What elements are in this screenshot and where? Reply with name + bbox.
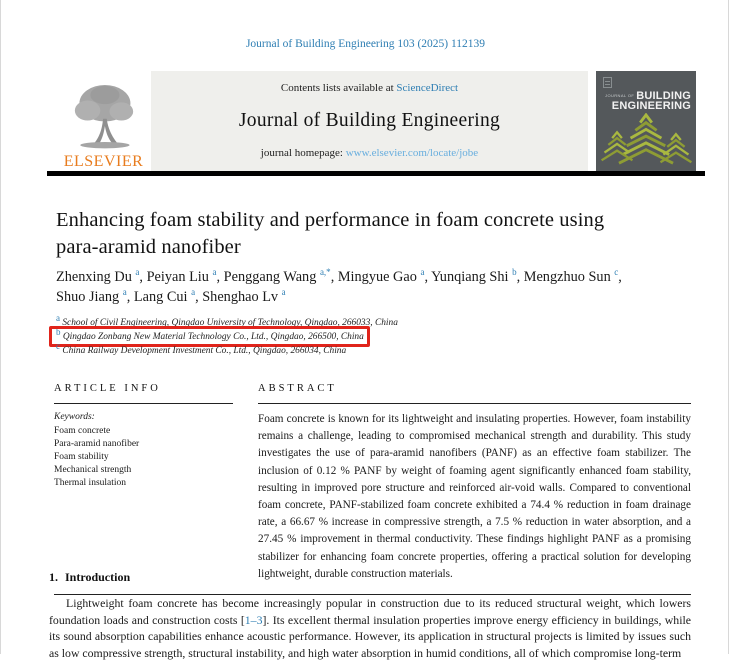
keyword-item: Foam concrete	[54, 425, 111, 436]
journal-cover-thumbnail	[596, 71, 696, 171]
author-affiliation-link[interactable]: a	[135, 267, 140, 278]
cover-line1: BUILDING	[636, 90, 691, 102]
author-list: Zhenxing Du $^a$, Peiyan Liu $^a$, Penggang Wang $^{a,*}$, Mingyue Gao $^a$, Yunqiang Shi $^b$, Mengzhuo Sun $^c$, Shuo Jiang $^a$, Lang Cui $^a$, Shenghao Lv $^a$	[56, 267, 622, 305]
affiliation-marker: c	[56, 340, 60, 351]
author-name: Mengzhuo Sun	[523, 269, 615, 285]
journal-title: Journal of Building Engineering	[238, 109, 501, 131]
cover-kicker: JOURNAL OF	[605, 93, 635, 98]
article-info-column	[54, 383, 233, 583]
elsevier-wordmark: ELSEVIER	[63, 153, 144, 170]
author-affiliation-link[interactable]: b	[512, 267, 517, 278]
affiliation-list	[56, 312, 398, 358]
author-affiliation-link[interactable]: a	[420, 267, 425, 278]
author-affiliation-link[interactable]: a	[281, 286, 286, 297]
article-info-heading: ARTICLE INFO	[54, 383, 161, 394]
author-affiliation-link[interactable]: a	[122, 286, 127, 297]
section-label: Introduction	[65, 570, 131, 584]
journal-homepage-link[interactable]: www.elsevier.com/locate/jobe	[345, 147, 479, 159]
article-info-rule	[54, 403, 233, 404]
abstract-rule	[258, 403, 691, 404]
journal-citation: Journal of Building Engineering 103 (2025) 112139	[245, 38, 486, 50]
keyword-item: Para-aramid nanofiber	[54, 438, 140, 449]
section-number: 1.	[49, 570, 58, 584]
cover-logo-icon	[603, 77, 612, 88]
elsevier-logo	[56, 71, 151, 171]
keyword-item: Thermal insulation	[54, 478, 127, 489]
cover-title	[605, 91, 691, 111]
introduction-heading	[49, 570, 130, 585]
intro-text-after-ref: ]. Its excellent thermal insulation properties improve energy efficiency in buildings, while its sound absorption capabilities enhance acoustic performance. However, its application in structural projects is limited by issues such as low compressive strength, structural instability, and high water absorption in humid conditions, all of which compromise long-term	[49, 612, 691, 660]
keyword-item: Foam stability	[54, 451, 109, 462]
author-name: Shenghao Lv	[202, 288, 282, 305]
affiliation-text: School of Civil Engineering, Qingdao University of Technology, Qingdao, 266033, China	[60, 318, 398, 328]
keywords-list	[54, 425, 233, 491]
affiliation-line	[56, 340, 347, 358]
contents-prefix: Contents lists available at	[280, 82, 397, 94]
contents-line	[155, 82, 584, 94]
article-title: Enhancing foam stability and performance in foam concrete using para-aramid nanofiber	[56, 209, 605, 259]
author-affiliation-link[interactable]: a	[212, 267, 217, 278]
author-name: Lang Cui	[133, 288, 192, 305]
sciencedirect-link[interactable]: ScienceDirect	[396, 82, 459, 94]
intro-text-before-ref: Lightweight foam concrete has become increasingly popular in construction due to its reduced structural weight, which lowers foundation loads and construction costs [	[49, 596, 691, 627]
affiliation-line	[56, 312, 398, 330]
author-affiliation-link[interactable]: a,*	[319, 267, 331, 278]
author-affiliation-link[interactable]: a	[191, 286, 196, 297]
author-name: Zhenxing Du	[56, 269, 136, 285]
affiliation-line	[56, 326, 364, 344]
info-abstract-section	[54, 383, 691, 595]
affiliation-marker: a	[56, 312, 60, 323]
introduction-paragraph	[49, 595, 691, 661]
author-affiliation-link[interactable]: c	[614, 267, 619, 278]
abstract-text: Foam concrete is known for its lightweight and insulating properties. However, foam instability remains a challenge, leading to compromised mechanical strength and durability. This study investigates the use of para-aramid nanofibers (PANF) as an effective foam stabilizer. The inclusion of 0.12 % PANF by weight of foaming agent significantly enhanced foam stability, resulting in improved pore structure and reinforced air-void walls. Compared to conventional foam concrete, PANF-stabilized foam concrete exhibited a 74.4 % reduction in foam drainage rate, a 66.67 % increase in compressive strength, a 7.5 % reduction in water absorption, and a 27.45 % improvement in thermal conductivity. These findings highlight PANF as a promising stabilizer for enhancing foam concrete properties, offering a practical solution for developing lightweight, durable construction materials.	[258, 413, 691, 580]
elsevier-tree-icon	[63, 78, 145, 154]
cover-trees-graphic	[596, 113, 696, 169]
abstract-column	[258, 383, 691, 583]
citation-ref-link[interactable]: 1–3	[244, 612, 263, 627]
keyword-item: Mechanical strength	[54, 465, 132, 476]
author-name: Peiyan Liu	[146, 269, 213, 285]
author-name: Penggang Wang	[223, 269, 320, 285]
author-name: Mingyue Gao	[337, 269, 421, 285]
keywords-label: Keywords:	[54, 412, 95, 422]
homepage-line	[155, 147, 584, 159]
cover-line2: ENGINEERING	[611, 100, 691, 112]
header-divider-bar	[47, 171, 705, 176]
affiliation-marker: b	[56, 326, 61, 337]
affiliation-text: Qingdao Zonbang New Material Technology Co., Ltd., Qingdao, 266500, China	[60, 332, 364, 342]
journal-header	[56, 71, 696, 171]
abstract-heading: ABSTRACT	[258, 383, 337, 394]
author-name: Yunqiang Shi	[431, 269, 513, 285]
author-name: Shuo Jiang	[56, 288, 123, 305]
homepage-prefix: journal homepage:	[260, 147, 346, 159]
journal-banner	[151, 71, 588, 171]
affiliation-text: China Railway Development Investment Co., Ltd., Qingdao, 266034, China	[60, 346, 347, 356]
